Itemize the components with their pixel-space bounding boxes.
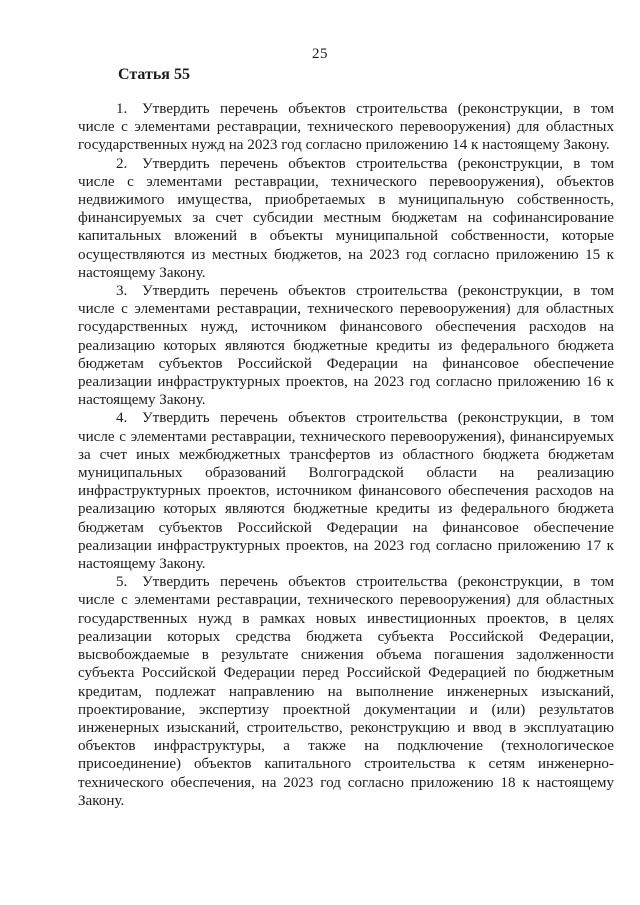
article-title: Статья 55 <box>118 66 190 83</box>
article-body <box>78 100 614 810</box>
paragraph-text: Утвердить перечень объектов строительства (реконструкции, в том числе с элементами реставрации, технического перевооружения), объектов недвижимого имущества, приобретаемых в муниципальную собственность, финансируемых за счет субсидии местным бюджетам на софинансирование капитальных вложений в объекты муниципальной собственности, которые осуществляются из местных бюджетов, на 2023 год согласно приложению 15 к настоящему Закону. <box>78 155 614 281</box>
paragraph-number: 5. <box>116 574 128 591</box>
paragraph-1 <box>78 100 614 155</box>
paragraph-2 <box>78 155 614 282</box>
paragraph-text: Утвердить перечень объектов строительства (реконструкции, в том числе с элементами реставрации, технического перевооружения) для областных государственных нужд, источником финансового обеспечения расходов на реализацию которых являются бюджетные кредиты из федерального бюджета бюджетам субъектов Российской Федерации на финансовое обеспечение реализации инфраструктурных проектов, на 2023 год согласно приложению 16 к настоящему Закону. <box>78 283 614 409</box>
paragraph-text: Утвердить перечень объектов строительства (реконструкции, в том числе с элементами реставрации, технического перевооружения) для областных государственных нужд в рамках новых инвестиционных проектов, в целях реализации которых средства бюджета субъекта Российской Федерации, высвобождаемые в результате снижения объема погашения задолженности субъекта Российской Федерации перед Российской Федерацией по бюджетным кредитам, подлежат направлению на выполнение инженерных изысканий, проектирование, экспертизу проектной документации и (или) результатов инженерных изысканий, строительство, реконструкцию и ввод в эксплуатацию объектов инфраструктуры, а также на подключение (технологическое присоединение) объектов капитального строительства к сетям инженерно-технического обеспечения, на 2023 год согласно приложению 18 к настоящему Закону. <box>78 574 614 809</box>
paragraph-4 <box>78 409 614 573</box>
paragraph-3 <box>78 282 614 409</box>
paragraph-number: 2. <box>116 155 128 172</box>
page-number: 25 <box>312 46 328 62</box>
paragraph-text: Утвердить перечень объектов строительства (реконструкции, в том числе с элементами реставрации, технического перевооружения), финансируемых за счет иных межбюджетных трансфертов из областного бюджета бюджетам муниципальных образований Волгоградской области на реализацию инфраструктурных проектов, источником финансового обеспечения расходов на реализацию которых являются бюджетные кредиты из федерального бюджета бюджетам субъектов Российской Федерации на финансовое обеспечение реализации инфраструктурных проектов, на 2023 год согласно приложению 17 к настоящему Закону. <box>78 410 614 573</box>
paragraph-number: 3. <box>116 283 128 300</box>
paragraph-number: 4. <box>116 410 128 427</box>
paragraph-5 <box>78 573 614 810</box>
paragraph-number: 1. <box>116 101 128 117</box>
paragraph-text: Утвердить перечень объектов строительства (реконструкции, в том числе с элементами реставрации, технического перевооружения) для областных государственных нужд на 2023 год согласно приложению 14 к настоящему Закону. <box>78 101 614 154</box>
